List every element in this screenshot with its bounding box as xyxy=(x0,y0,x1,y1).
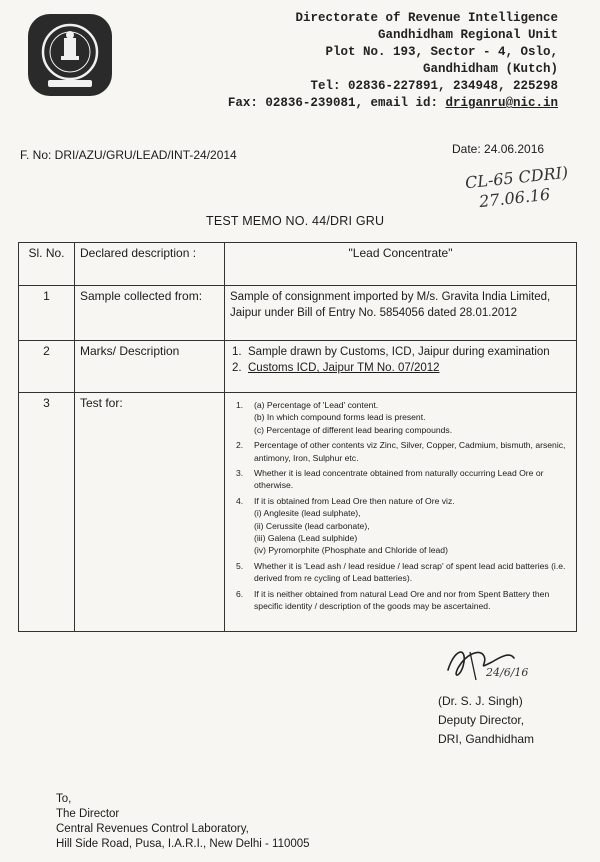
handwritten-note-line: CL-65 CDRI) xyxy=(464,162,570,193)
list-number: 1. xyxy=(232,346,242,358)
list-number: 1. xyxy=(236,400,244,410)
list-item xyxy=(230,560,571,585)
row-label: Test for: xyxy=(75,393,225,632)
list-item xyxy=(230,344,571,360)
list-item xyxy=(230,467,571,492)
test-memo-table xyxy=(18,242,577,632)
list-item xyxy=(230,495,571,557)
letterhead-line: Gandhidham Regional Unit xyxy=(377,28,558,42)
letterhead xyxy=(218,10,558,112)
list-item-line: If it is neither obtained from natural Lead Ore and nor from Spent Battery then specific identity / description of the goods may be ascertained. xyxy=(254,588,550,612)
list-item-line: (iv) Pyromorphite (Phosphate and Chloride of lead) xyxy=(254,545,448,556)
list-item-text: Customs ICD, Jaipur TM No. 07/2012 xyxy=(248,362,440,374)
table-row xyxy=(19,286,577,341)
header-sl-no: Sl. No. xyxy=(19,243,75,286)
signatory-designation: Deputy Director, xyxy=(438,713,525,727)
list-item-line: (ii) Cerussite (lead carbonate), xyxy=(254,520,370,531)
header-declared-description: Declared description : xyxy=(75,243,225,286)
file-number: F. No: DRI/AZU/GRU/LEAD/INT-24/2014 xyxy=(20,148,237,162)
letterhead-line: Tel: 02836-227891, 234948, 225298 xyxy=(310,79,558,93)
list-number: 4. xyxy=(236,495,244,506)
list-item-line: If it is obtained from Lead Ore then nature of Ore viz. xyxy=(254,495,455,506)
row-label: Sample collected from: xyxy=(75,286,225,341)
letterhead-fax-email xyxy=(218,95,558,112)
dri-emblem-logo xyxy=(28,14,112,96)
list-item xyxy=(230,360,571,376)
sample-source-text: Sample of consignment imported by M/s. Gravita India Limited, Jaipur under Bill of Entry No. 5854056 dated 28.01.2012 xyxy=(225,286,577,341)
recipient-address xyxy=(56,792,310,852)
handwritten-note-line: 27.06.16 xyxy=(478,184,552,212)
marks-description-list xyxy=(225,341,577,393)
signatory-name: (Dr. S. J. Singh) xyxy=(438,694,523,708)
address-line: The Director xyxy=(56,808,120,820)
list-number: 2. xyxy=(232,362,242,374)
list-item xyxy=(230,399,571,436)
declared-description-value: "Lead Concentrate" xyxy=(225,243,577,286)
tests-list xyxy=(225,393,577,632)
signatory-block xyxy=(438,692,534,749)
handwritten-note xyxy=(464,163,571,214)
list-item-line: Whether it is lead concentrate obtained from naturally occurring Lead Ore or otherwise. xyxy=(254,468,544,491)
list-item-line: (a) Percentage of 'Lead' content. xyxy=(254,400,379,410)
memo-title: TEST MEMO NO. 44/DRI GRU xyxy=(206,214,385,228)
letterhead-line: Directorate of Revenue Intelligence xyxy=(295,11,558,25)
list-item-line: Whether it is 'Lead ash / lead residue / lead scrap' of spent lead acid batteries (i.e. derived from re cycling of Lead batteries). xyxy=(254,560,566,584)
table-row xyxy=(19,341,577,393)
list-item-line: (i) Anglesite (lead sulphate), xyxy=(254,508,361,519)
address-salutation: To, xyxy=(56,793,72,805)
table-header-row xyxy=(19,243,577,286)
letterhead-line: Plot No. 193, Sector - 4, Oslo, xyxy=(325,45,558,59)
signature-date: 24/6/16 xyxy=(486,666,529,679)
list-item-line: (iii) Galena (Lead sulphide) xyxy=(254,533,358,544)
list-number: 6. xyxy=(236,588,244,599)
list-number: 5. xyxy=(236,560,244,571)
list-item-line: (b) In which compound forms lead is present. xyxy=(254,412,426,423)
list-item-line: (c) Percentage of different lead bearing compounds. xyxy=(254,424,453,435)
memo-date: Date: 24.06.2016 xyxy=(452,142,545,156)
fax-text: Fax: 02836-239081, email id: xyxy=(227,96,446,110)
table-row xyxy=(19,393,577,632)
list-number: 2. xyxy=(236,440,244,451)
list-item-line: Percentage of other contents viz Zinc, Silver, Copper, Cadmium, bismuth, arsenic, antimony, Iron, Sulphur etc. xyxy=(254,440,566,463)
row-sl-no: 1 xyxy=(19,286,75,341)
address-line: Hill Side Road, Pusa, I.A.R.I., New Delhi - 110005 xyxy=(56,838,310,850)
list-number: 3. xyxy=(236,468,244,479)
address-line: Central Revenues Control Laboratory, xyxy=(56,823,249,835)
row-sl-no: 3 xyxy=(19,393,75,632)
list-item-text: Sample drawn by Customs, ICD, Jaipur during examination xyxy=(248,346,550,358)
email-address: driganru@nic.in xyxy=(445,96,558,110)
list-item xyxy=(230,588,571,613)
signatory-office: DRI, Gandhidham xyxy=(438,732,535,746)
row-label: Marks/ Description xyxy=(75,341,225,393)
list-item xyxy=(230,439,571,464)
row-sl-no: 2 xyxy=(19,341,75,393)
letterhead-line: Gandhidham (Kutch) xyxy=(422,62,558,76)
